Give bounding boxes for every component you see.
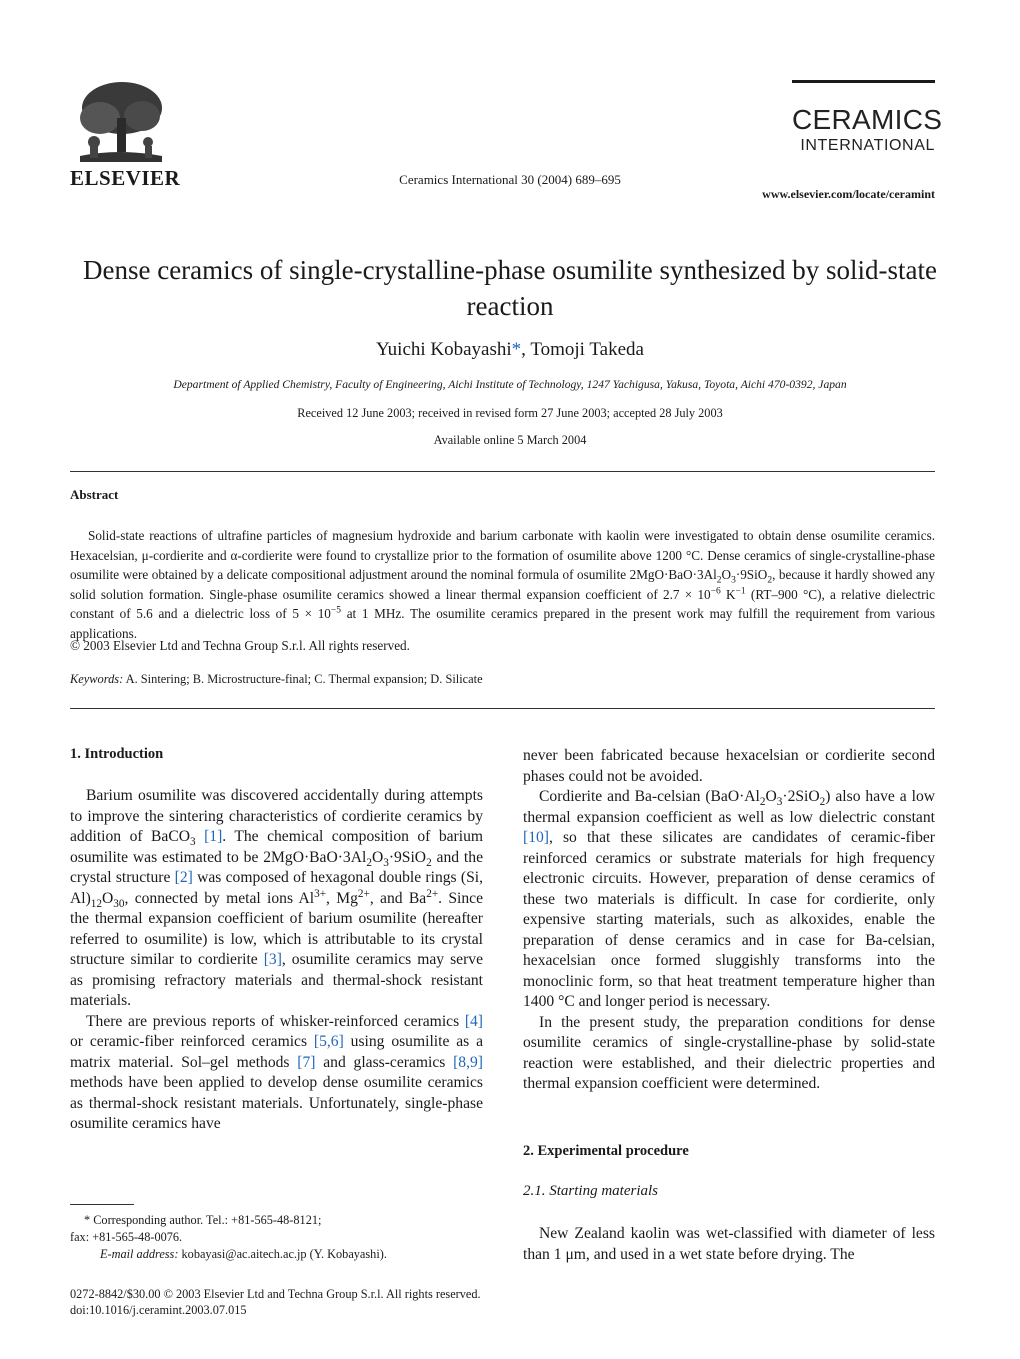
received-dates: Received 12 June 2003; received in revised form 27 June 2003; accepted 28 July 2003 xyxy=(297,406,723,420)
keywords xyxy=(70,672,483,687)
author-2: , Tomoji Takeda xyxy=(521,339,644,360)
intro-body-left: Barium osumilite was discovered accidentally during attempts to improve the sintering characteristics of cordierite ceramics by addition of BaCO$_3$ [1]. The chemical composition of barium osumilite was estimated to be $2MgO\cdot BaO\cdot 3Al_2O_3\cdot 9SiO_2$ and the crystal structure [2] was composed of hexagonal double rings (Si, $Al)_{12}O_{30}$, connected by metal ions $Al^{3+}$, $Mg^{2+}$, and $Ba^{2+}$. Since the thermal expansion coefficient of barium osumilite (hereafter referred to osumilite) is low, which is attributable to its crystal structure similar to cordierite [3], osumilite ceramics may serve as promising refractory materials and thermal-shock resistant materials. There are previous reports of whisker-reinforced ceramics [4] or ceramic-fiber reinforced ceramics [5,6] using osumilite as a matrix material. Sol–gel methods [7] and glass-ceramics [8,9] methods have been applied to develop dense osumilite ceramics as thermal-shock resistant materials. Unfortunately, single-phase osumilite ceramics have xyxy=(70,787,484,1132)
reference-link[interactable]: [4] xyxy=(464,1012,483,1030)
email-label: E-mail address: xyxy=(100,1247,179,1261)
elsevier-logo xyxy=(70,78,174,164)
issn-line: 0272-8842/$30.00 © 2003 Elsevier Ltd and Techna Group S.r.l. All rights reserved. xyxy=(70,1287,481,1301)
footnote-email xyxy=(70,1246,480,1263)
subsection-heading: 2.1. Starting materials xyxy=(523,1183,659,1199)
publisher-name: ELSEVIER xyxy=(70,166,181,190)
reference-link[interactable]: [1] xyxy=(204,828,223,845)
doi-line[interactable]: doi:10.1016/j.ceramint.2003.07.015 xyxy=(70,1303,247,1317)
abstract-body: Solid-state reactions of ultrafine particles of magnesium hydroxide and barium carbonate with kaolin were investigated to obtain dense osumilite ceramics. Hexacelsian, μ-cordierite and α-cordierite were found to crystallize prior to the formation of osumilite above 1200 °C. Dense ceramics of single-crystalline-phase osumilite were obtained by a delicate compositional adjustment around the nominal formula of osumilite $2MgO\cdot BaO\cdot 3Al_2O_3\cdot 9SiO_2$, because it hardly showed any solid solution formation. Single-phase osumilite ceramics showed a linear thermal expansion coefficient of $2.7 \times 10^{-6}$ $K^{-1}$ (RT–900 °C), a relative dielectric constant of 5.6 and a dielectric loss of $5 \times 10^{-5}$ at 1 MHz. The osumilite ceramics prepared in the present work may fulfill the requirement from various applications. xyxy=(70,528,936,641)
section-heading: 1. Introduction xyxy=(70,746,164,762)
footnote-line: fax: +81-565-48-0076. xyxy=(70,1230,183,1244)
footnote xyxy=(70,1212,480,1263)
section-heading: 2. Experimental procedure xyxy=(523,1143,689,1159)
keywords-list: A. Sintering; B. Microstructure-final; C. Thermal expansion; D. Silicate xyxy=(123,672,483,686)
elsevier-tree-icon xyxy=(70,78,170,164)
experimental-body: New Zealand kaolin was wet-classified with diameter of less than 1 μm, and used in a wet state before drying. The xyxy=(523,1225,935,1263)
journal-citation: Ceramics International 30 (2004) 689–695 xyxy=(399,172,621,187)
affiliation: Department of Applied Chemistry, Faculty of Engineering, Aichi Institute of Technology, 1247 Yachigusa, Yakusa, Toyota, Aichi 470-0392, Japan xyxy=(173,378,847,391)
available-online: Available online 5 March 2004 xyxy=(433,433,587,447)
footnote-rule xyxy=(70,1204,134,1205)
reference-link[interactable]: [10] xyxy=(523,829,549,846)
issn-footer xyxy=(70,1286,481,1318)
footnote-line: * Corresponding author. Tel.: +81-565-48-8121; xyxy=(84,1213,322,1227)
keywords-label: Keywords: xyxy=(70,672,124,686)
abstract-heading: Abstract xyxy=(70,487,119,502)
intro-body-right: never been fabricated because hexacelsian or cordierite second phases could not be avoided. Cordierite and Ba-celsian $(BaO\cdot Al_2O_3\cdot 2SiO_2)$ also have a low thermal expansion coefficient as well as low dielectric constant [10], so that these silicates are candidates of ceramic-fiber reinforced ceramics or substrate materials for high frequency electronic circuits. However, preparation of dense ceramics of these two materials is difficult. In case for cordierite, only expensive starting materials, such as alkoxides, enable the preparation of dense ceramics and in case for Ba-celsian, hexacelsian once formed sluggishly transforms into the monoclinic form, so that heat treatment temperature higher than 1400 °C and longer period is necessary. In the present study, the preparation conditions for dense osumilite ceramics of single-crystalline-phase by solid-state reaction were established, and their dielectric properties and thermal expansion coefficient were determined. xyxy=(523,747,936,1092)
reference-link[interactable]: [2] xyxy=(174,869,193,886)
article-title: Dense ceramics of single-crystalline-phase osumilite synthesized by solid-state reaction xyxy=(82,255,937,321)
reference-link[interactable]: [5,6] xyxy=(313,1033,344,1050)
reference-link[interactable]: [3] xyxy=(263,951,282,968)
author-list xyxy=(0,339,1020,361)
abstract-copyright: © 2003 Elsevier Ltd and Techna Group S.r.l. All rights reserved. xyxy=(70,638,410,653)
journal-rule xyxy=(792,80,935,83)
author-1: Yuichi Kobayashi xyxy=(376,339,512,360)
divider xyxy=(70,471,935,472)
reference-link[interactable]: [8,9] xyxy=(453,1053,483,1071)
email-address[interactable]: kobayasi@ac.aitech.ac.jp (Y. Kobayashi). xyxy=(178,1247,387,1261)
journal-name-line2: INTERNATIONAL xyxy=(800,137,935,154)
journal-name-line1: CERAMICS xyxy=(792,104,943,135)
corresponding-author-mark[interactable]: * xyxy=(511,339,522,360)
journal-url[interactable]: www.elsevier.com/locate/ceramint xyxy=(762,187,935,201)
reference-link[interactable]: [7] xyxy=(297,1053,316,1071)
divider xyxy=(70,708,935,709)
